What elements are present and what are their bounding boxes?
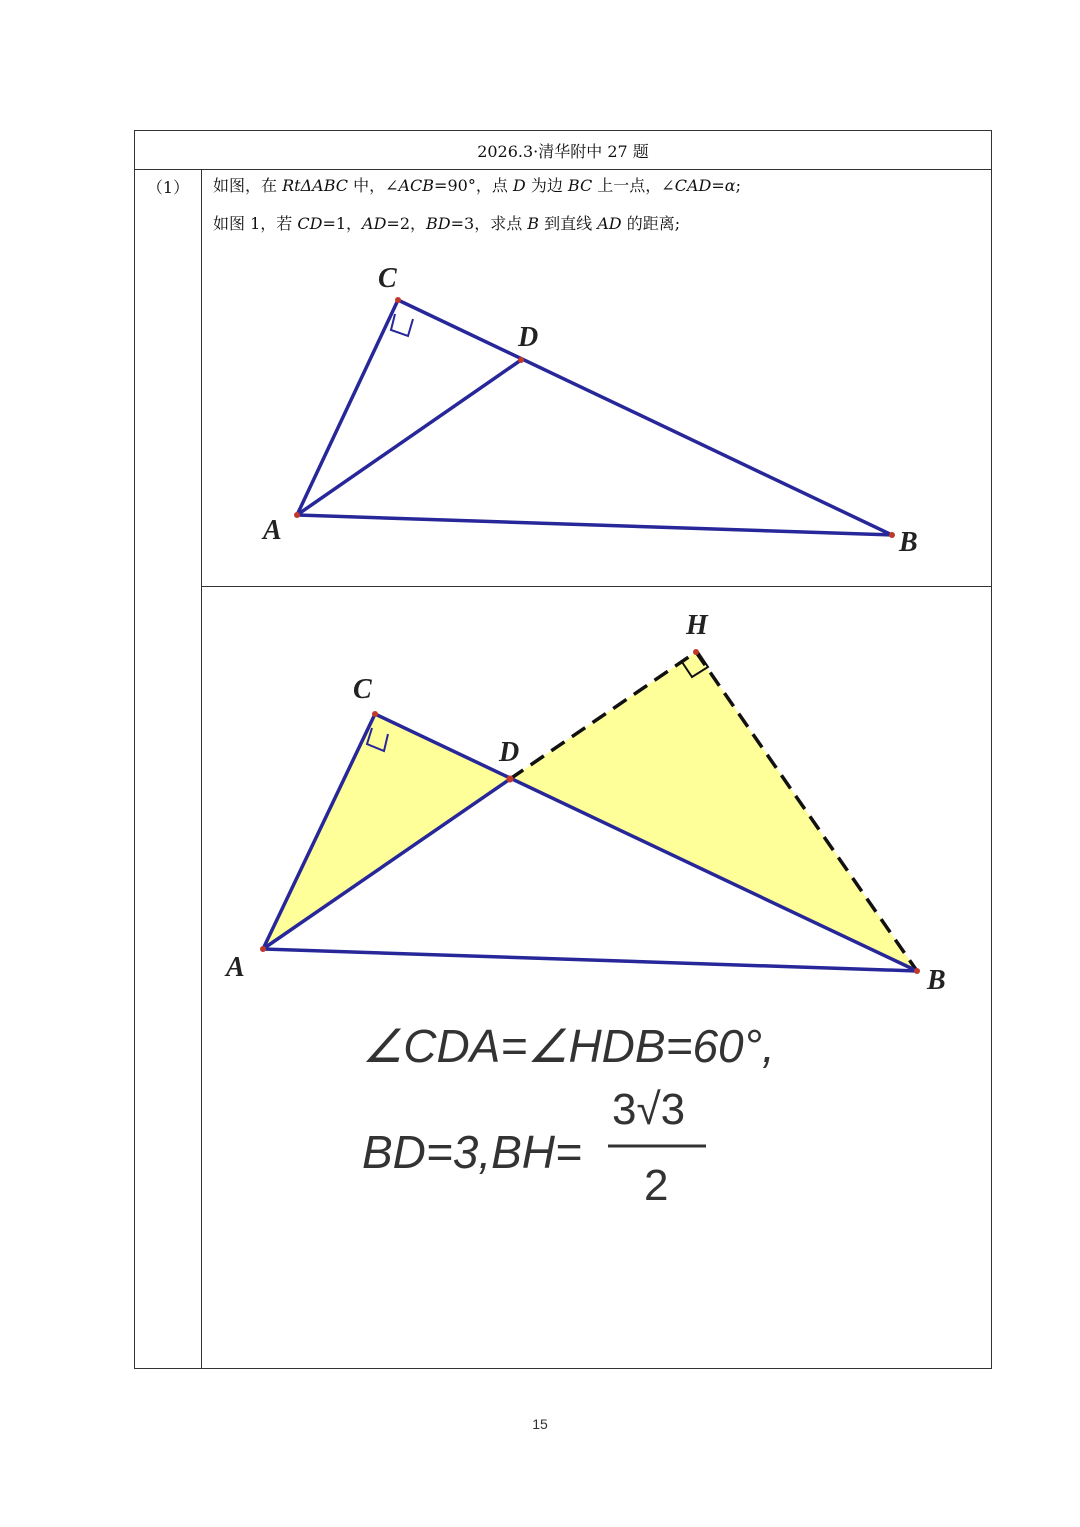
point-c-2: [372, 711, 378, 717]
text: =1，: [322, 214, 363, 233]
text: 上一点，∠: [592, 176, 675, 195]
page-number: 15: [532, 1416, 548, 1432]
label-a: A: [263, 515, 282, 546]
point-b: [889, 532, 895, 538]
text: 中，∠: [347, 176, 399, 195]
header-title: 2026.3·清华附中 27 题: [477, 141, 649, 161]
text: 如图 1，若: [213, 214, 298, 233]
text: 的距离;: [621, 214, 681, 233]
shaded-triangle-acd: [263, 714, 510, 949]
fraction-denominator: 2: [644, 1161, 669, 1210]
point-a-2: [260, 946, 266, 952]
figure-1: [261, 263, 918, 558]
right-angle-mark: [391, 314, 413, 336]
text: D: [512, 176, 526, 195]
fraction-numerator: 3√3: [612, 1085, 686, 1134]
label-d-2: D: [499, 737, 520, 768]
point-h: [693, 649, 699, 655]
text: ACB: [398, 176, 435, 195]
text: B: [527, 214, 540, 233]
formula-angles: ∠CDA=∠HDB=60°,: [362, 1020, 775, 1072]
label-b: B: [899, 527, 918, 558]
text: =2，: [386, 214, 427, 233]
text: BC: [567, 176, 593, 195]
label-c: C: [378, 263, 397, 294]
text: AD: [597, 214, 622, 233]
text: Rt: [282, 176, 301, 195]
text: AD: [362, 214, 387, 233]
label-c-2: C: [353, 674, 372, 705]
text: =90°，点: [434, 176, 513, 195]
text: ;: [735, 176, 741, 195]
figure-2: [224, 610, 946, 1210]
text: =: [711, 176, 725, 195]
triangle-abc: [297, 300, 892, 535]
point-d: [518, 357, 524, 363]
text: ΔABC: [300, 176, 348, 195]
row-number: （1）: [146, 178, 190, 197]
label-b-2: B: [927, 965, 946, 996]
shaded-triangle-bdh: [510, 652, 917, 971]
label-d: D: [518, 322, 539, 353]
point-b-2: [914, 968, 920, 974]
point-c: [395, 297, 401, 303]
text: 到直线: [539, 214, 598, 233]
text: CD: [297, 214, 323, 233]
point-d-2: [507, 776, 514, 783]
text: 为边: [525, 176, 568, 195]
text: CAD: [674, 176, 712, 195]
text: =3，求点: [450, 214, 528, 233]
formula-bh: BD=3,BH=: [362, 1126, 582, 1178]
text: α: [724, 176, 736, 195]
point-a: [294, 512, 300, 518]
label-a-2: A: [226, 952, 245, 983]
text: 如图，在: [213, 176, 283, 195]
label-h: H: [686, 610, 708, 641]
text: BD: [426, 214, 451, 233]
segment-ad: [297, 360, 521, 515]
